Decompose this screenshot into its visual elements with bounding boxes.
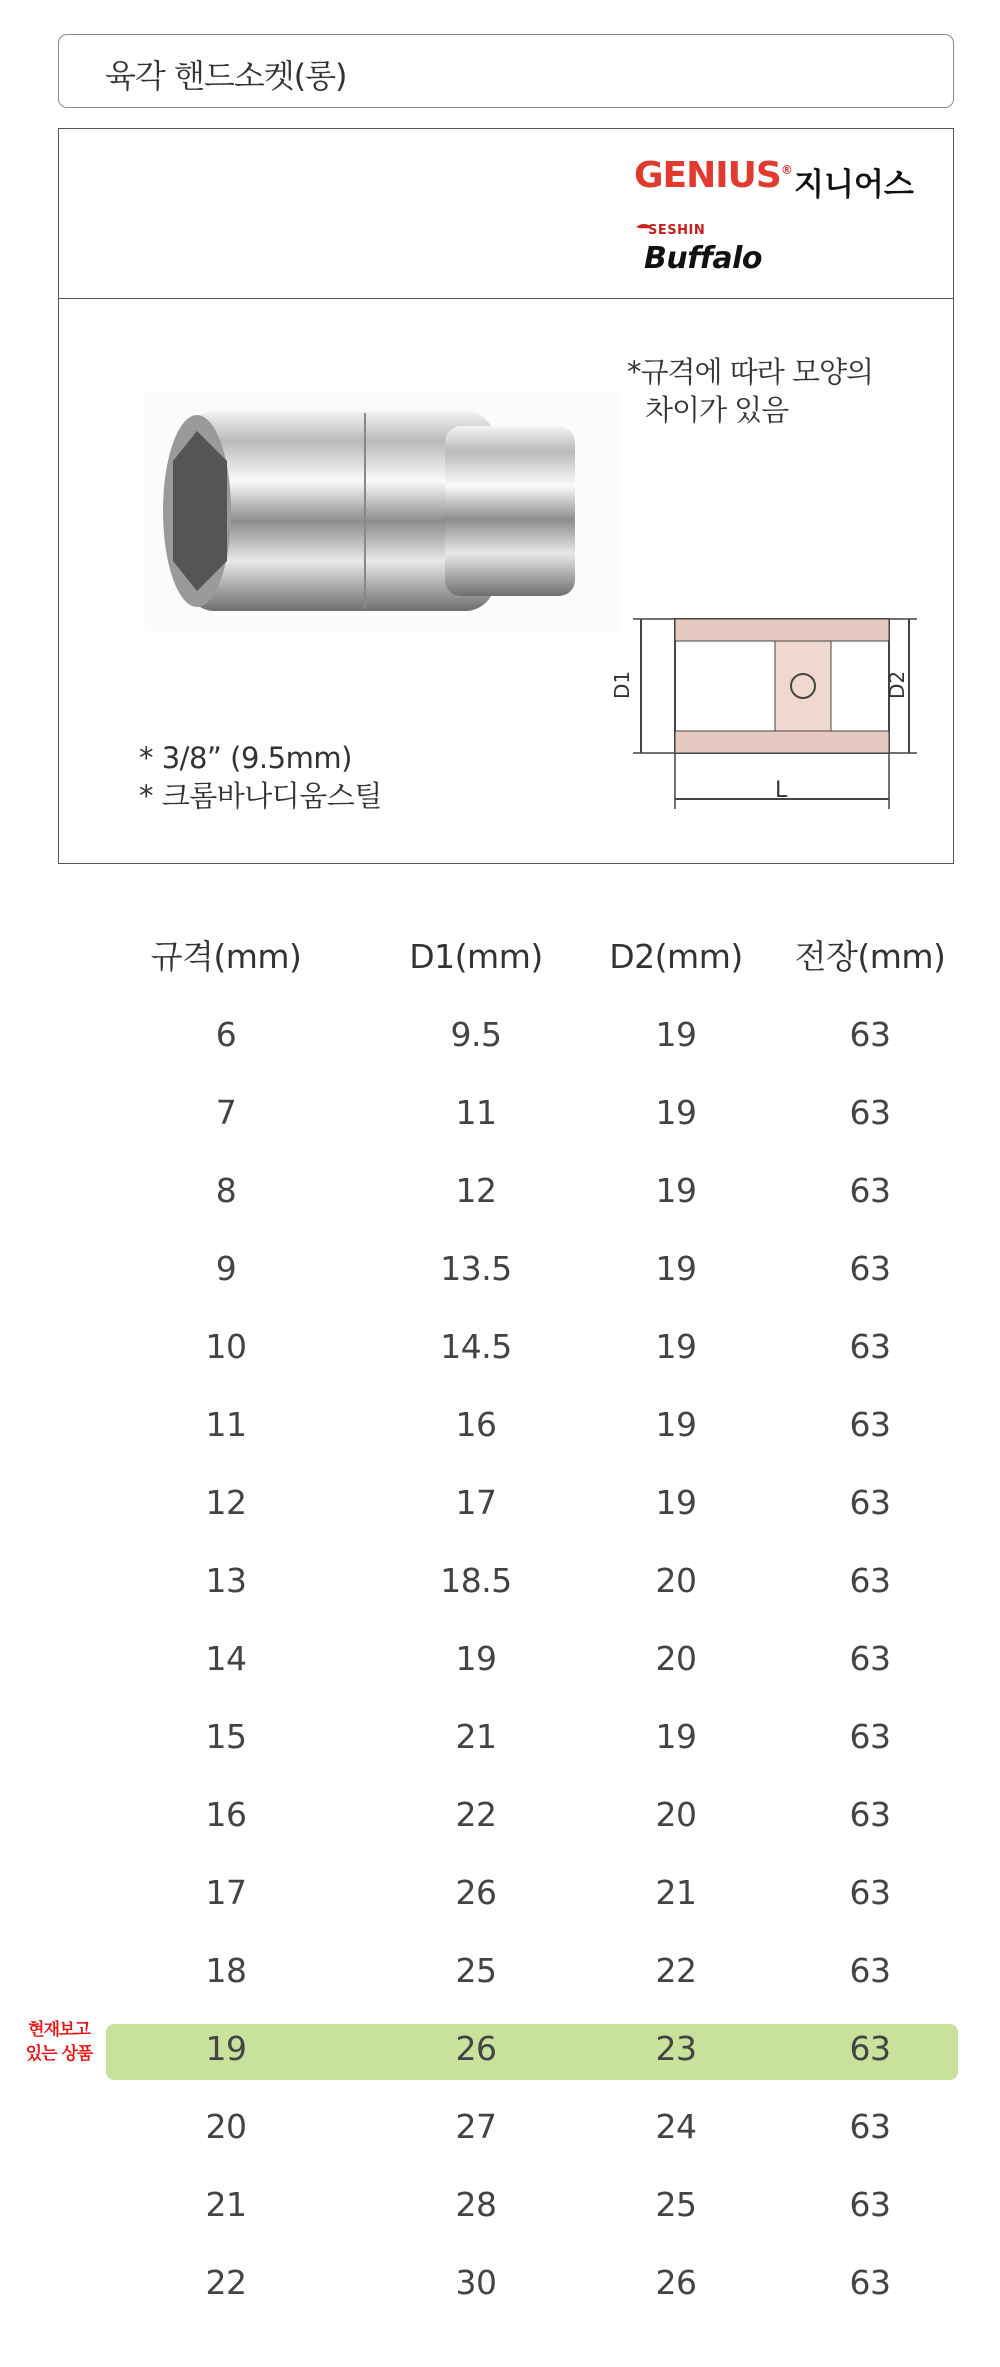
table-row [0,996,1000,1074]
l-label: L [775,778,788,803]
table-cell: 20 [655,1795,697,1834]
header-d2: D2(mm) [609,937,743,976]
table-cell: 63 [849,1795,891,1834]
table-cell: 28 [455,2185,497,2224]
table-cell: 11 [455,1093,497,1132]
product-title: 육각 핸드소켓(롱) [105,57,347,95]
table-row [0,1230,1000,1308]
table-cell: 12 [455,1171,497,1210]
table-row [0,1308,1000,1386]
table-cell: 7 [215,1093,237,1132]
genius-logo [634,155,994,207]
table-cell: 20 [205,2107,247,2146]
header-d1: D1(mm) [409,937,543,976]
spec-list [139,739,382,815]
table-cell: 30 [455,2263,497,2302]
table-cell: 22 [455,1795,497,1834]
table-cell: 63 [849,1639,891,1678]
table-cell: 13.5 [440,1249,512,1288]
table-cell: 63 [849,1873,891,1912]
table-cell: 19 [655,1717,697,1756]
table-cell: 63 [849,1483,891,1522]
table-cell: 9.5 [450,1015,502,1054]
spec-table [0,918,1000,2322]
table-row [0,1152,1000,1230]
table-cell: 10 [205,1327,247,1366]
table-cell: 63 [849,1561,891,1600]
table-cell: 19 [655,1015,697,1054]
table-row [0,1074,1000,1152]
table-cell: 6 [215,1015,237,1054]
table-cell: 26 [455,2029,497,2068]
table-cell: 11 [205,1405,247,1444]
buffalo-logo [634,221,894,291]
table-cell: 19 [655,1405,697,1444]
table-cell: 63 [849,1093,891,1132]
table-cell: 21 [655,1873,697,1912]
table-cell: 22 [205,2263,247,2302]
table-row [0,1698,1000,1776]
table-cell: 19 [655,1249,697,1288]
socket-diagram-icon [610,599,919,819]
table-cell: 18 [205,1951,247,1990]
table-cell: 18.5 [440,1561,512,1600]
table-cell: 63 [849,1717,891,1756]
d1-label: D1 [610,670,634,699]
table-cell: 15 [205,1717,247,1756]
table-row [0,2010,1000,2088]
table-cell: 63 [849,2029,891,2068]
table-cell: 63 [849,1405,891,1444]
socket-photo-icon [145,391,619,631]
table-row [0,1932,1000,2010]
table-cell: 25 [455,1951,497,1990]
genius-korean-name: 지니어스 [794,167,914,203]
table-header-row [0,918,1000,996]
table-cell: 63 [849,1327,891,1366]
table-cell: 16 [205,1795,247,1834]
table-cell: 17 [455,1483,497,1522]
table-cell: 19 [655,1093,697,1132]
table-row [0,2244,1000,2322]
table-cell: 24 [655,2107,697,2146]
table-cell: 63 [849,1951,891,1990]
table-cell: 12 [205,1483,247,1522]
table-cell: 22 [655,1951,697,1990]
buffalo-text: Buffalo [644,241,762,276]
table-cell: 21 [205,2185,247,2224]
table-cell: 9 [215,1249,237,1288]
table-row [0,2166,1000,2244]
table-row [0,1386,1000,1464]
brand-section [58,128,954,298]
header-length: 전장(mm) [794,937,946,976]
table-cell: 19 [205,2029,247,2068]
table-cell: 27 [455,2107,497,2146]
table-cell: 21 [455,1717,497,1756]
table-cell: 23 [655,2029,697,2068]
table-row [0,2088,1000,2166]
genius-logo-text: GENIUS® [634,155,792,196]
d2-label: D2 [885,670,909,699]
table-row [0,1542,1000,1620]
table-row [0,1620,1000,1698]
product-info-section [58,298,954,864]
table-cell: 63 [849,2263,891,2302]
table-cell: 26 [655,2263,697,2302]
table-cell: 20 [655,1561,697,1600]
table-cell: 63 [849,2185,891,2224]
seshin-text: SESHIN [648,223,706,238]
table-cell: 13 [205,1561,247,1600]
table-cell: 63 [849,1171,891,1210]
shape-note: *규격에 따라 모양의 차이가 있음 [627,355,874,427]
current-product-label: 현재보고 있는 상품 [25,2020,93,2064]
table-cell: 19 [655,1483,697,1522]
table-cell: 8 [215,1171,237,1210]
table-row [0,1464,1000,1542]
table-cell: 17 [205,1873,247,1912]
table-cell: 25 [655,2185,697,2224]
table-cell: 20 [655,1639,697,1678]
spec-drive-size: * 3/8” (9.5mm) [139,741,352,775]
table-cell: 14.5 [440,1327,512,1366]
table-cell: 19 [655,1327,697,1366]
table-row [0,1776,1000,1854]
table-row [0,1854,1000,1932]
header-size: 규격(mm) [150,937,302,976]
table-cell: 14 [205,1639,247,1678]
table-cell: 63 [849,1015,891,1054]
table-cell: 26 [455,1873,497,1912]
table-cell: 19 [455,1639,497,1678]
table-body [0,996,1000,2322]
table-cell: 63 [849,2107,891,2146]
table-cell: 16 [455,1405,497,1444]
product-title-box [58,34,954,108]
table-cell: 19 [655,1171,697,1210]
spec-material: * 크롬바나디움스틸 [139,779,382,813]
table-cell: 63 [849,1249,891,1288]
